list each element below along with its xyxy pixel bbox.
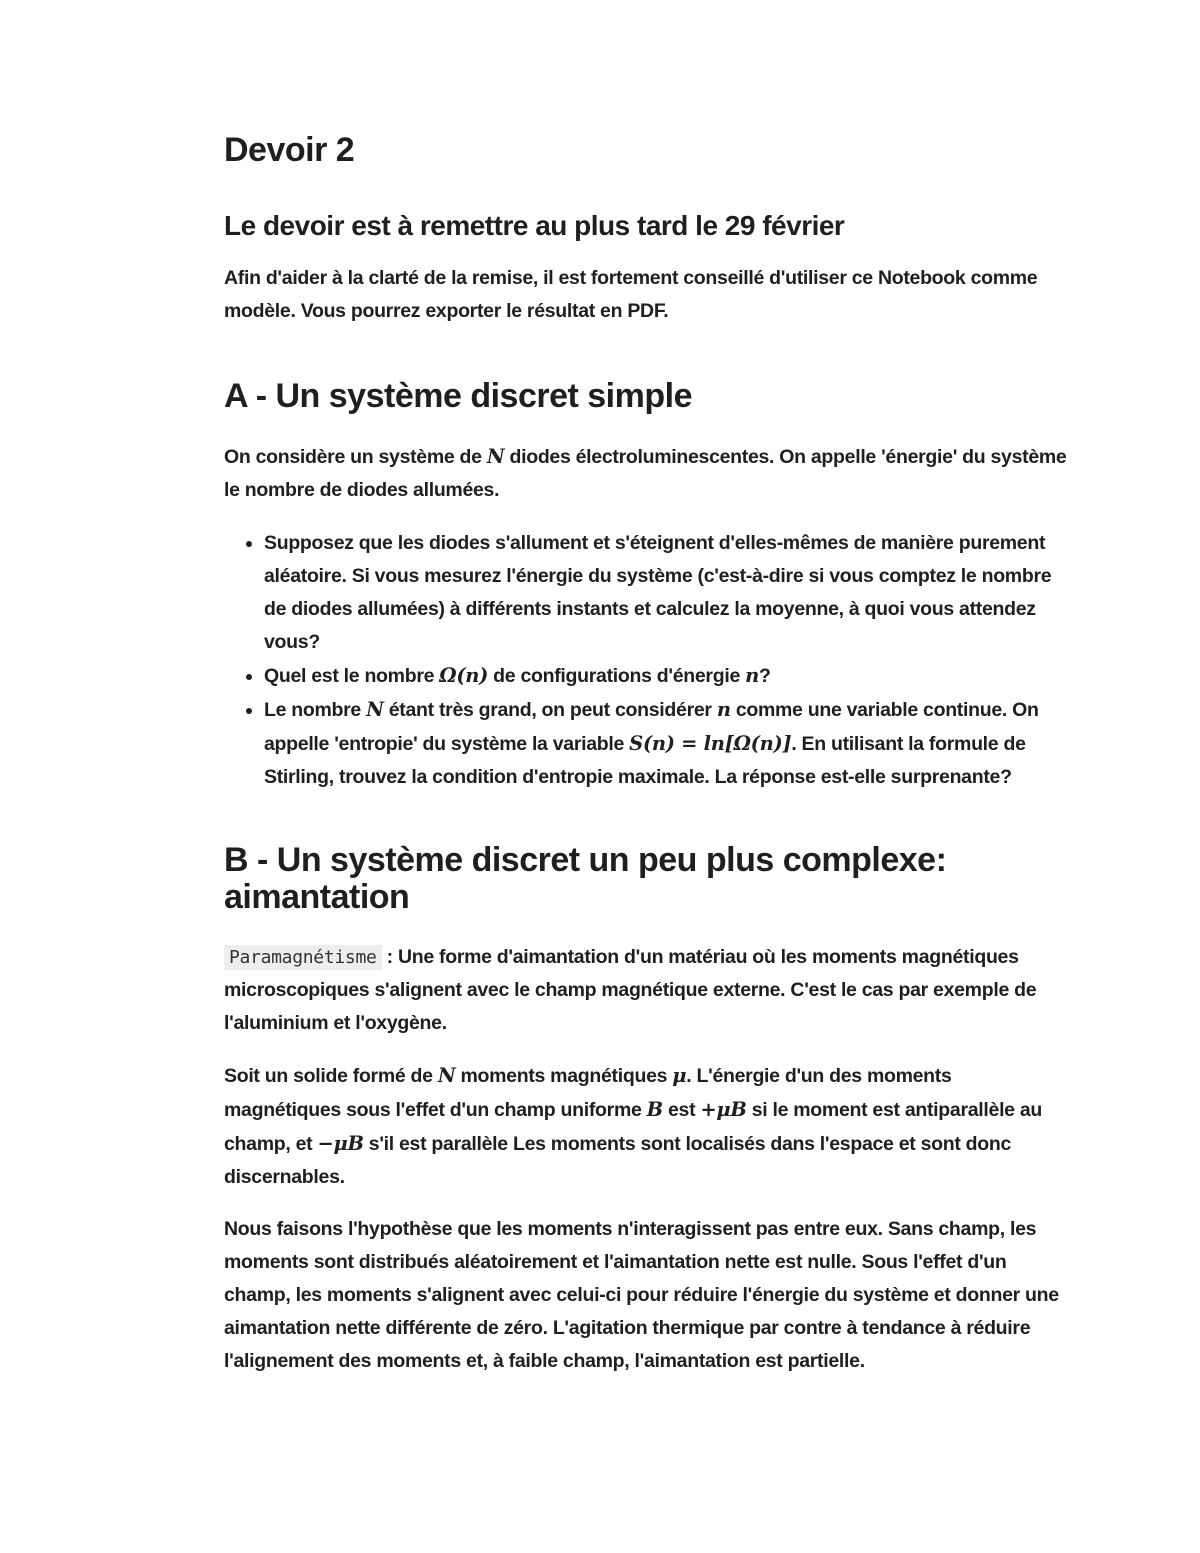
math-N: N [437, 1064, 456, 1087]
math-plus-muB: +μB [700, 1098, 747, 1121]
math-omega-n: Ω(n) [439, 664, 489, 687]
math-minus-muB: −μB [317, 1132, 364, 1155]
intro-paragraph: Afin d'aider à la clarté de la remise, il est fortement conseillé d'utiliser ce Notebook comme modèle. Vous pourrez exporter le résultat en PDF. [224, 267, 1038, 322]
list-item: • Supposez que les diodes s'allument et s'éteignent d'elles-mêmes de manière purement aléatoire. Si vous mesurez l'énergie du système (c'est-à-dire si vous comptez le nombre de diodes allumées) à différents instants et calculez la moyenne, à quoi vous attendez vous? [264, 527, 1070, 659]
section-b-paragraph-2: Soit un solide formé de N moments magnétiques μ. L'énergie d'un des moments magnétiques sous l'effet d'un champ uniforme B est +μB si le moment est antiparallèle au champ, et −μB s'il est parallèle Les moments sont localisés dans l'espace et sont donc discernables. [224, 1064, 1043, 1188]
math-N: N [366, 698, 384, 721]
term-code: Paramagnétisme [224, 945, 382, 970]
page-title: Devoir 2 [224, 131, 355, 169]
math-n: n [745, 664, 760, 687]
notebook-page [224, 120, 1070, 1378]
section-a-intro: On considère un système de N diodes électroluminescentes. On appelle 'énergie' du système le nombre de diodes allumées. [224, 445, 1067, 501]
section-b-paragraph-3: Nous faisons l'hypothèse que les moments n'interagissent pas entre eux. Sans champ, les moments sont distribués aléatoirement et l'aimantation nette est nulle. Sous l'effet d'un champ, les moments s'alignent avec celui-ci pour réduire l'énergie du système et donner une aimantation nette différente de zéro. L'agitation thermique par contre à tendance à réduire l'alignement des moments et, à faible champ, l'aimantation est partielle. [224, 1218, 1059, 1372]
list-item: • Le nombre N étant très grand, on peut considérer n comme une variable continue. On appelle 'entropie' du système la variable S(n) = ln[Ω(n)]. En utilisant la formule de Stirling, trouvez la condition d'entropie maximale. La réponse est-elle surprenante? [264, 693, 1070, 794]
math-mu: μ [672, 1064, 687, 1087]
section-a-title: A - Un système discret simple [224, 377, 692, 415]
deadline-heading: Le devoir est à remettre au plus tard le 29 février [224, 210, 845, 241]
math-entropy: S(n) = ln[Ω(n)] [629, 732, 792, 755]
math-B: B [646, 1098, 663, 1121]
math-N: N [486, 445, 505, 468]
question-list [224, 527, 1070, 794]
math-n: n [716, 698, 731, 721]
paramagnetism-definition: Paramagnétisme : Une forme d'aimantation d'un matériau où les moments magnétiques microscopiques s'alignent avec le champ magnétique externe. C'est le cas par exemple de l'aluminium et l'oxygène. [224, 946, 1037, 1034]
section-b-title: B - Un système discret un peu plus complexe: aimantation [224, 841, 947, 916]
list-item: • Quel est le nombre Ω(n) de configurations d'énergie n? [264, 659, 1070, 693]
